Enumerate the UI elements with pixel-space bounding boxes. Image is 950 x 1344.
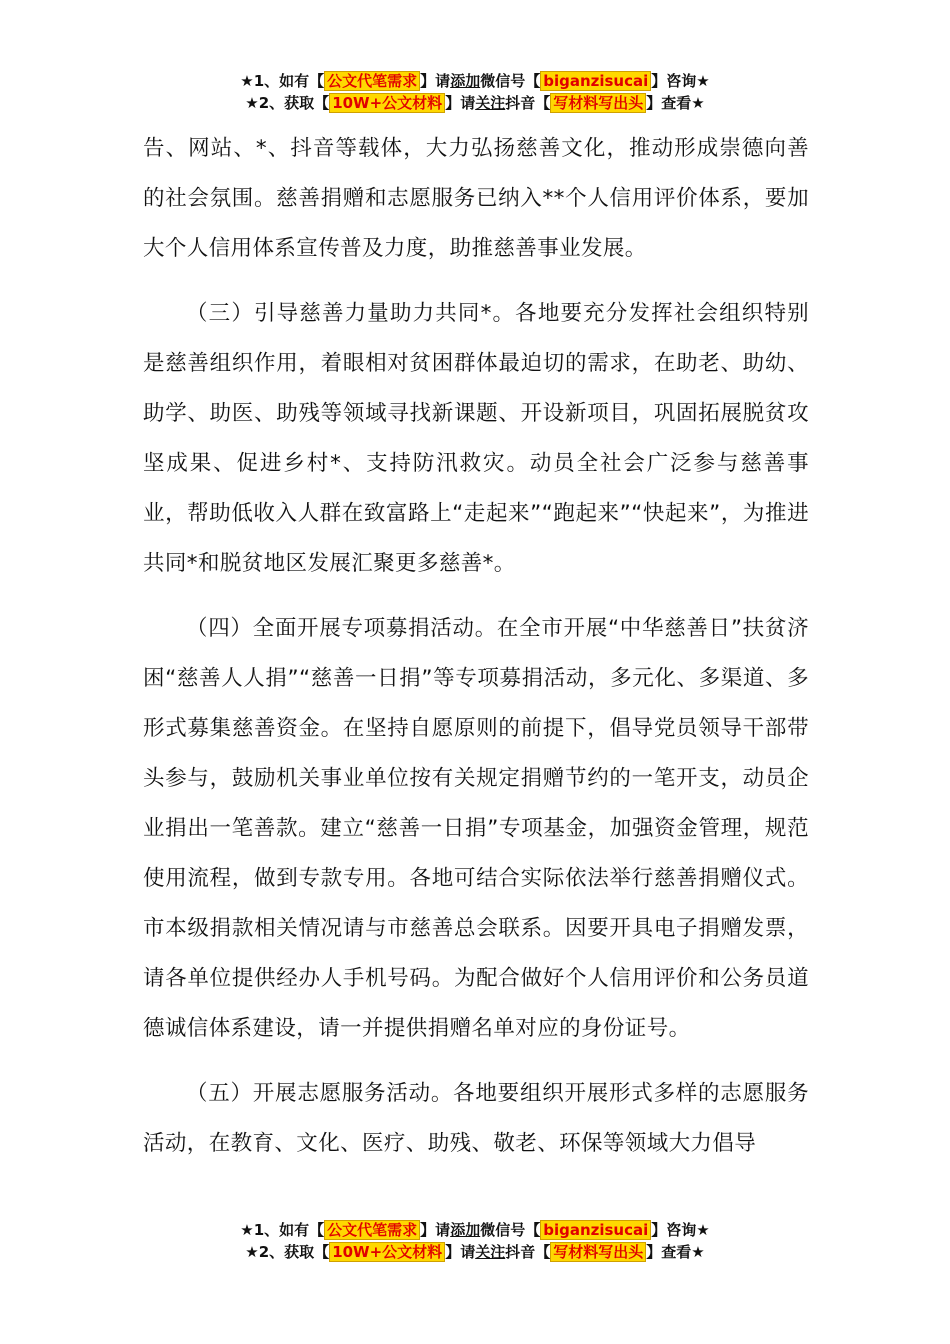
paragraph-section-5: （五）开展志愿服务活动。各地要组织开展形式多样的志愿服务活动，在教育、文化、医疗、助残、敬老、环保等领域大力倡导 — [143, 1081, 809, 1156]
banner-highlight: 10W+公文材料 — [329, 1242, 445, 1262]
header-banner — [0, 70, 950, 114]
banner-highlight: 写材料写出头 — [550, 93, 646, 113]
banner-highlight: biganzisucai — [540, 1220, 651, 1240]
banner-line-2: ★2、获取【 10W+公文材料 】请关注抖音【 写材料写出头 】查看★ — [245, 94, 705, 112]
paragraph-section-4: （四）全面开展专项募捐活动。在全市开展“中华慈善日”扶贫济困“慈善人人捐”“慈善一日捐”等专项募捐活动，多元化、多渠道、多形式募集慈善资金。在坚持自愿原则的前提下，倡导党员领导干部带头参与，鼓励机关事业单位按有关规定捐赠节约的一笔开支，动员企业捐出一笔善款。建立“慈善一日捐”专项基金，加强资金管理，规范使用流程，做到专款专用。各地可结合实际依法举行慈善捐赠仪式。市本级捐款相关情况请与市慈善总会联系。因要开具电子捐赠发票，请各单位提供经办人手机号码。为配合做好个人信用评价和公务员道德诚信体系建设，请一并提供捐赠名单对应的身份证号。 — [143, 616, 809, 1041]
banner-line-1: ★1、如有【 公文代笔需求 】请添加微信号【 biganzisucai 】咨询★ — [240, 72, 710, 90]
banner-highlight: 写材料写出头 — [550, 1242, 646, 1262]
banner-line-1: ★1、如有【 公文代笔需求 】请添加微信号【 biganzisucai 】咨询★ — [240, 1221, 710, 1239]
banner-highlight: 10W+公文材料 — [329, 93, 445, 113]
footer-banner — [0, 1219, 950, 1263]
banner-line-2: ★2、获取【 10W+公文材料 】请关注抖音【 写材料写出头 】查看★ — [245, 1243, 705, 1261]
banner-highlight: 公文代笔需求 — [324, 71, 420, 91]
paragraph-section-3: （三）引导慈善力量助力共同*。各地要充分发挥社会组织特别是慈善组织作用，着眼相对贫困群体最迫切的需求，在助老、助幼、助学、助医、助残等领域寻找新课题、开设新项目，巩固拓展脱贫攻坚成果、促进乡村*、支持防汛救灾。动员全社会广泛参与慈善事业，帮助低收入人群在致富路上“走起来”“跑起来”“快起来”，为推进共同*和脱贫地区发展汇聚更多慈善*。 — [143, 301, 809, 576]
banner-highlight: 公文代笔需求 — [324, 1220, 420, 1240]
paragraph-continued: 告、网站、*、抖音等载体，大力弘扬慈善文化，推动形成崇德向善的社会氛围。慈善捐赠和志愿服务已纳入**个人信用评价体系，要加大个人信用体系宣传普及力度，助推慈善事业发展。 — [143, 136, 809, 261]
document-body — [143, 124, 809, 1169]
banner-highlight: biganzisucai — [540, 71, 651, 91]
